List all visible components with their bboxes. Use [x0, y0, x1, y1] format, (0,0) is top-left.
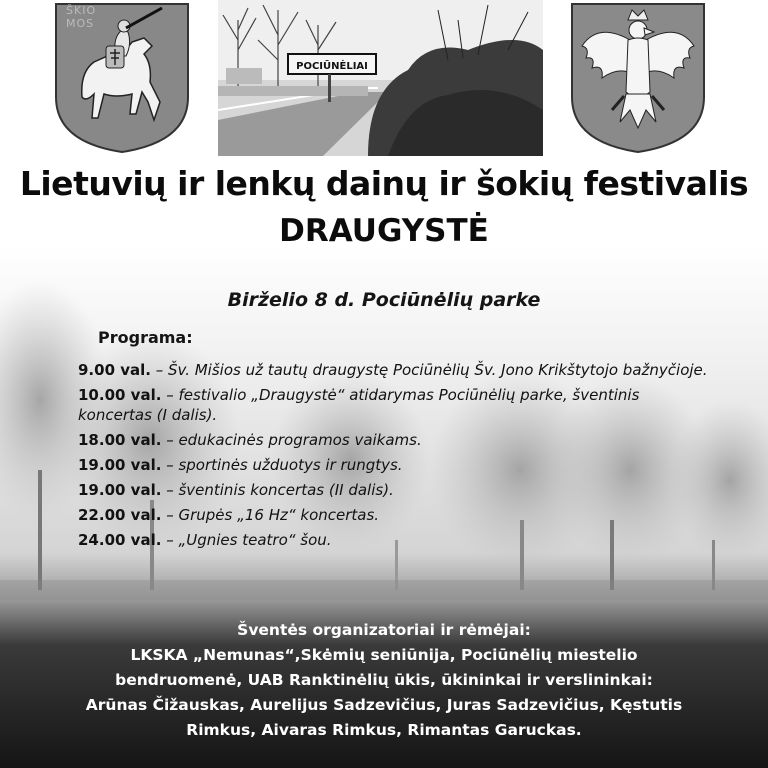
program-item: [78, 430, 718, 450]
sign-text: POCIŪNĖLIAI: [296, 61, 368, 72]
program-list: [78, 360, 718, 555]
organizers-block: [0, 618, 768, 743]
event-time: 18.00 val.: [78, 431, 162, 449]
event-time: 22.00 val.: [78, 506, 162, 524]
festival-name: DRAUGYSTĖ: [279, 213, 489, 249]
organizers-line: Rimkus, Aivaras Rimkus, Rimantas Garuckas.: [186, 721, 582, 739]
program-item: [78, 530, 718, 550]
program-heading: Programa:: [98, 328, 193, 347]
program-item: [78, 480, 718, 500]
road-sign-photo: [218, 0, 543, 156]
program-item: [78, 455, 718, 475]
organizers-heading: Šventės organizatoriai ir rėmėjai:: [237, 621, 531, 639]
organizers-line: bendruomenė, UAB Ranktinėlių ūkis, ūkininkai ir verslininkai:: [115, 671, 653, 689]
watermark: ŠKIO MOS: [66, 4, 97, 30]
event-desc: – festivalio „Draugystė“ atidarymas Pociūnėlių parke, šventinis koncertas (I dalis).: [78, 386, 640, 424]
event-desc: – sportinės užduotys ir rungtys.: [161, 456, 403, 474]
organizers-line: Arūnas Čižauskas, Aurelijus Sadzevičius, Juras Sadzevičius, Kęstutis: [85, 696, 683, 714]
event-desc: – edukacinės programos vaikams.: [161, 431, 422, 449]
program-item: [78, 360, 718, 380]
event-desc: – šventinis koncertas (II dalis).: [161, 481, 394, 499]
date-place: Birželio 8 d. Pociūnėlių parke: [227, 289, 541, 311]
program-item: [78, 505, 718, 525]
event-time: 9.00 val.: [78, 361, 151, 379]
program-item: [78, 385, 718, 425]
poland-eagle-icon: [568, 2, 708, 154]
event-desc: – Šv. Mišios už tautų draugystę Pociūnėlių Šv. Jono Krikštytojo bažnyčioje.: [150, 361, 708, 379]
event-time: 24.00 val.: [78, 531, 162, 549]
event-desc: – Grupės „16 Hz“ koncertas.: [161, 506, 380, 524]
event-time: 19.00 val.: [78, 481, 162, 499]
festival-title: Lietuvių ir lenkų dainų ir šokių festivalis: [19, 164, 749, 203]
organizers-line: LKSKA „Nemunas“,Skėmių seniūnija, Pociūnėlių miestelio: [130, 646, 638, 664]
event-desc: – „Ugnies teatro“ šou.: [161, 531, 332, 549]
event-time: 10.00 val.: [78, 386, 162, 404]
event-time: 19.00 val.: [78, 456, 162, 474]
header-images: [0, 0, 768, 160]
